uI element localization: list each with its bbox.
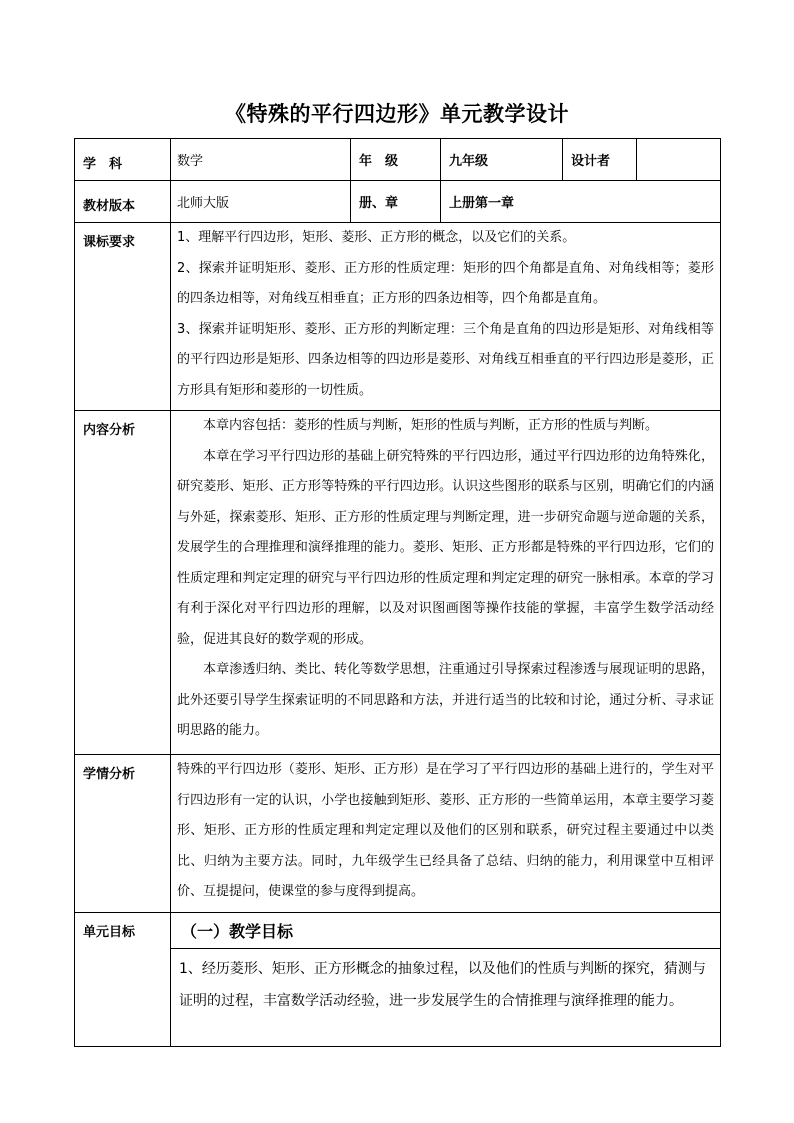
subject-label: 学 科 (75, 139, 171, 181)
learner-analysis-label: 学情分析 (75, 755, 171, 913)
learner-analysis-body (171, 755, 721, 913)
curriculum-item-3: 3、探索并证明矩形、菱形、正方形的判断定理：三个角是直角的四边形是矩形、对角线相等的平行四边形是矩形、四条边相等的四边形是菱形、对角线互相垂直的平行四边形是菱形，正方形具有矩形和菱形的一切性质。 (177, 321, 714, 398)
unit-goals-label: 单元目标 (75, 913, 171, 1047)
row-subject (75, 139, 721, 181)
curriculum-label: 课标要求 (75, 223, 171, 411)
curriculum-item-2: 2、探索并证明矩形、菱形、正方形的性质定理：矩形的四个角都是直角、对角线相等；菱形的四条边相等，对角线互相垂直；正方形的四条边相等，四个角都是直角。 (177, 260, 714, 306)
curriculum-content (171, 223, 721, 411)
unit-design-table (74, 138, 721, 1047)
volume-label: 册、章 (351, 181, 441, 223)
teaching-goal-1: 1、经历菱形、矩形、正方形概念的抽象过程，以及他们的性质与判断的探究，猜测与证明的过程，丰富数学活动经验，进一步发展学生的合情推理与演绎推理的能力。 (179, 961, 706, 1009)
row-curriculum (75, 223, 721, 411)
row-unit-goals (75, 913, 721, 1047)
curriculum-item-1: 1、理解平行四边形，矩形、菱形、正方形的概念，以及它们的关系。 (177, 230, 576, 245)
content-paragraph-2: 本章在学习平行四边形的基础上研究特殊的平行四边形，通过平行四边形的边角特殊化，研究菱形、矩形、正方形等特殊的平行四边形。认识这些图形的联系与区别，明确它们的内涵与外延，探索菱形、矩形、正方形的性质定理与判断定理，进一步研究命题与逆命题的关系，发展学生的合理推理和演绎推理的能力。菱形、矩形、正方形都是特殊的平行四边形，它们的性质定理和判定定理的研究与平行四边形的性质定理和判定定理的研究一脉相承。本章的学习有利于深化对平行四边形的理解，以及对识图画图等操作技能的掌握，丰富学生数学活动经验，促进其良好的数学观的形成。 (177, 448, 714, 647)
designer-value (637, 139, 721, 181)
content-analysis-label: 内容分析 (75, 411, 171, 755)
edition-value: 北师大版 (171, 181, 351, 223)
row-learner-analysis (75, 755, 721, 913)
row-content-analysis (75, 411, 721, 755)
teaching-goals-heading: （一）教学目标 (171, 913, 720, 949)
unit-goals-body (171, 913, 721, 1047)
content-paragraph-1: 本章内容包括：菱形的性质与判断，矩形的性质与判断，正方形的性质与判断。 (203, 418, 659, 433)
grade-label: 年 级 (351, 139, 441, 181)
subject-value: 数学 (171, 139, 351, 181)
edition-label: 教材版本 (75, 181, 171, 223)
learner-paragraph: 特殊的平行四边形（菱形、矩形、正方形）是在学习了平行四边形的基础上进行的，学生对平行四边形有一定的认识，小学也接触到矩形、菱形、正方形的一些简单运用，本章主要学习菱形、矩形、正方形的性质定理和判定定理以及他们的区别和联系，研究过程主要通过中以类比、归纳为主要方法。同时，九年级学生已经具备了总结、归纳的能力，利用课堂中互相评价、互提提问，使课堂的参与度得到提高。 (177, 762, 714, 899)
designer-label: 设计者 (563, 139, 637, 181)
volume-value: 上册第一章 (441, 181, 721, 223)
content-paragraph-3: 本章渗透归纳、类比、转化等数学思想，注重通过引导探索过程渗透与展现证明的思路，此外还要引导学生探索证明的不同思路和方法，并进行适当的比较和讨论，通过分析、寻求证明思路的能力。 (177, 662, 714, 738)
row-edition (75, 181, 721, 223)
grade-value: 九年级 (441, 139, 563, 181)
document-title: 《特殊的平行四边形》单元教学设计 (225, 101, 569, 126)
content-analysis-body (171, 411, 721, 755)
